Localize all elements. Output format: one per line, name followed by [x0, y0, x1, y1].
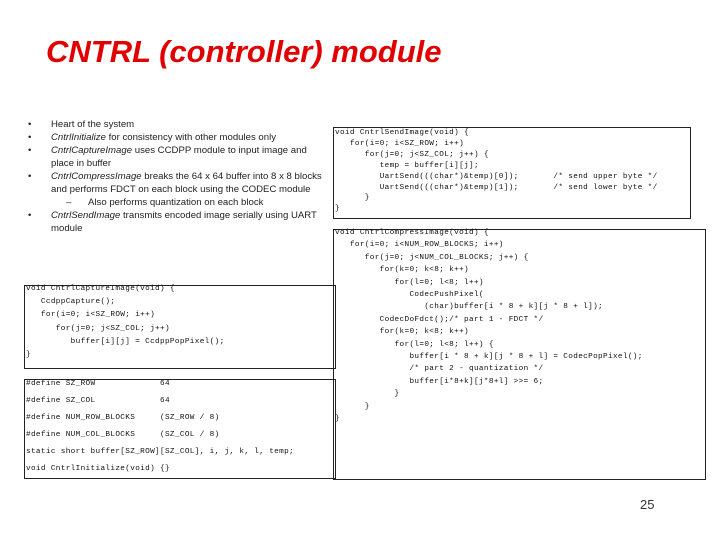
code-line: buffer[i*8+k][j*8+l] >>= 6;: [335, 377, 544, 386]
bullet-item: • CntrlSendImage transmits encoded image serially using UART module: [28, 209, 328, 235]
page-number: 25: [640, 497, 655, 512]
defines-code: [26, 380, 294, 474]
code-line: void CntrlInitialize(void) {}: [26, 465, 170, 473]
code-line: /* part 2 - quantization */: [335, 365, 544, 374]
code-line: buffer[i][j] = CcdppPopPixel();: [26, 337, 225, 346]
code-line: UartSend(((char*)&temp)[1]); /* send lower byte */: [335, 183, 658, 192]
code-line: [26, 457, 294, 466]
code-line: void CntrlSendImage(void) {: [335, 129, 470, 137]
code-line: temp = buffer[i][j];: [335, 161, 479, 170]
code-line: CodecPushPixel(: [335, 291, 484, 300]
bullet-list: [28, 118, 328, 235]
code-line: (char)buffer[i * 8 + k][j * 8 + l]);: [335, 303, 604, 312]
code-line: for(k=0; k<8; k++): [335, 328, 470, 337]
code-line: }: [335, 194, 370, 203]
code-line: for(j=0; j<NUM_COL_BLOCKS; j++) {: [335, 253, 529, 262]
code-line: [26, 345, 225, 352]
capture-image-code: [26, 286, 225, 359]
bullet-item: • CntrlCompressImage breaks the 64 x 64 buffer into 8 x 8 blocks and performs FDCT on each block using the CODEC module: [28, 170, 328, 196]
code-line: }: [335, 402, 370, 411]
code-line: [26, 406, 294, 415]
bullet-item: • CntrlInitialize for consistency with other modules only: [28, 131, 328, 144]
code-line: CodecDoFdct();/* part 1 - FDCT */: [335, 315, 544, 324]
code-line: [26, 389, 294, 398]
code-line: for(i=0; i<SZ_ROW; i++): [26, 311, 156, 320]
code-line: for(j=0; j<SZ_COL; j++) {: [335, 150, 489, 159]
code-line: #define NUM_ROW_BLOCKS (SZ_ROW / 8): [26, 414, 220, 422]
bullet-item: • Heart of the system: [28, 118, 328, 131]
code-line: for(l=0; l<8; l++): [335, 278, 484, 287]
code-line: #define SZ_COL 64: [26, 397, 170, 405]
code-line: for(j=0; j<SZ_COL; j++): [26, 324, 170, 333]
code-line: buffer[i * 8 + k][j * 8 + l] = CodecPopPixel();: [335, 353, 643, 362]
code-line: void CntrlCompressImage(void) {: [335, 229, 489, 237]
code-line: }: [26, 350, 31, 359]
slide-title: CNTRL (controller) module: [46, 34, 442, 69]
code-line: [26, 440, 294, 449]
code-line: void CntrlCaptureImage(void) {: [26, 285, 175, 293]
code-line: for(k=0; k<8; k++): [335, 266, 470, 275]
send-image-code: [335, 128, 658, 215]
bullet-item: • CntrlCaptureImage uses CCDPP module to input image and place in buffer: [28, 144, 328, 170]
code-line: for(i=0; i<NUM_ROW_BLOCKS; i++): [335, 241, 504, 250]
code-line: CcdppCapture();: [26, 298, 116, 307]
code-line: }: [335, 205, 340, 214]
sub-bullet-item: – Also performs quantization on each block: [66, 197, 264, 208]
code-line: #define NUM_COL_BLOCKS (SZ_COL / 8): [26, 431, 220, 439]
code-line: #define SZ_ROW 64: [26, 380, 170, 388]
code-line: for(i=0; i<SZ_ROW; i++): [335, 139, 465, 148]
code-line: }: [335, 415, 340, 424]
code-line: for(l=0; l<8; l++) {: [335, 340, 494, 349]
code-line: UartSend(((char*)&temp)[0]); /* send upper byte */: [335, 172, 658, 181]
code-line: static short buffer[SZ_ROW][SZ_COL], i, j, k, l, temp;: [26, 448, 295, 456]
code-line: }: [335, 390, 400, 399]
code-line: [26, 423, 294, 432]
compress-image-code: [335, 230, 643, 422]
